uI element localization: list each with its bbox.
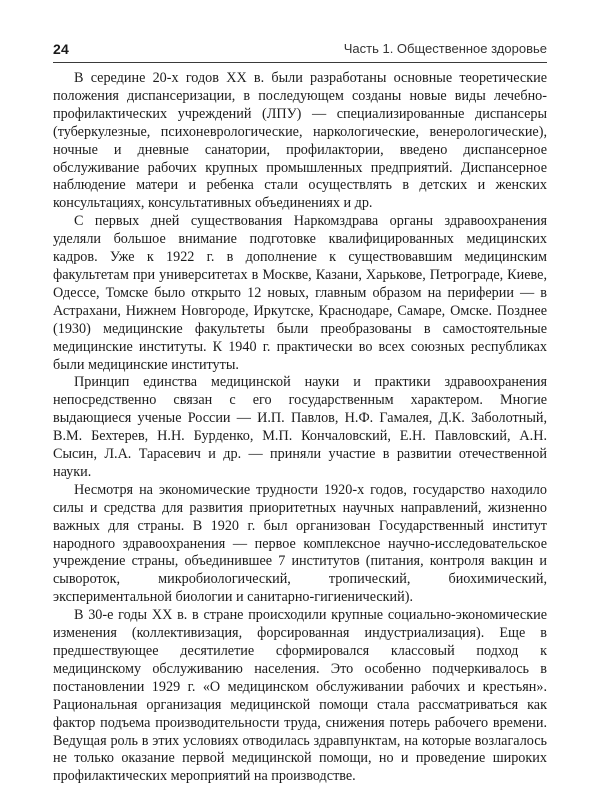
paragraph-medical-education: С первых дней существования Наркомздрава органы здравоохранения уделяли большое внимание подготовке квалифицированных медицинских кадров. Уже к 1922 г. в дополнение к существовавшим медицинским факультетам при университетах в Москве, Казани, Харькове, Петрограде, Киеве, Одессе, Томске было открыто 12 новых, главным образом на периферии — в Астрахани, Нижнем Новгороде, Иркутске, Краснодаре, Самаре, Омске. Позднее (1930) медицинские факультеты были преобразованы в самостоятельные медицинские институты. К 1940 г. практически во всех союзных республиках были медицинские институты.	[53, 213, 547, 373]
paragraph-science-practice: Принцип единства медицинской науки и практики здравоохранения непосредственно связан с его государственным характером. Многие выдающиеся ученые России — И.П. Павлов, Н.Ф. Гамалея, Д.К. Заболотный, В.М. Бехтерев, Н.Н. Бурденко, М.П. Кончаловский, Е.Н. Павловский, А.Н. Сысин, Л.А. Тарасевич и др. — приняли участие в развитии отечественной науки.	[53, 374, 547, 480]
page-number: 24	[53, 41, 69, 57]
paragraph-research-institute: Несмотря на экономические трудности 1920-х годов, государство находило силы и средства для развития приоритетных научных направлений, жизненно важных для страны. В 1920 г. был организован Государственный институт народного здравоохранения — первое комплексное научно-исследовательское учреждение страны, объединившее 7 институтов (питания, контроля вакцин и сывороток, микробиологический, тропический, биохимический, экспериментальной биологии и санитарно-гигиенический).	[53, 481, 547, 606]
page-header	[53, 40, 547, 60]
header-rule	[53, 62, 547, 63]
running-title: Часть 1. Общественное здоровье	[343, 41, 547, 56]
body-text	[53, 70, 547, 786]
paragraph-1930s-changes: В 30-е годы XX в. в стране происходили крупные социально-экономические изменения (коллективизация, форсированная индустриализация). Еще в предшествующее десятилетие сформировался классовый подход к медицинскому обслуживанию населения. Это особенно подчеркивалось в постановлении 1929 г. «О медицинском обслуживании рабочих и крестьян». Рациональная организация медицинской помощи стала рассматриваться как фактор подъема производительности труда, снижения потерь рабочего времени. Ведущая роль в этих условиях отводилась здравпунктам, на которые возлагалось не только оказание первой медицинской помощи, но и проведение широких профилактических мероприятий на производстве.	[53, 607, 547, 785]
paragraph-dispensarization: В середине 20-х годов XX в. были разработаны основные теоретические положения диспансеризации, в последующем созданы новые виды лечебно-профилактических учреждений (ЛПУ) — специализированные диспансеры (туберкулезные, психоневрологические, наркологические, венерологические), ночные и дневные санатории, профилактории, введено диспансерное обслуживание рабочих крупных промышленных предприятий. Диспансерное наблюдение матери и ребенка стали осуществлять в детских и женских консультациях, консультативных объединениях и др.	[53, 70, 547, 212]
